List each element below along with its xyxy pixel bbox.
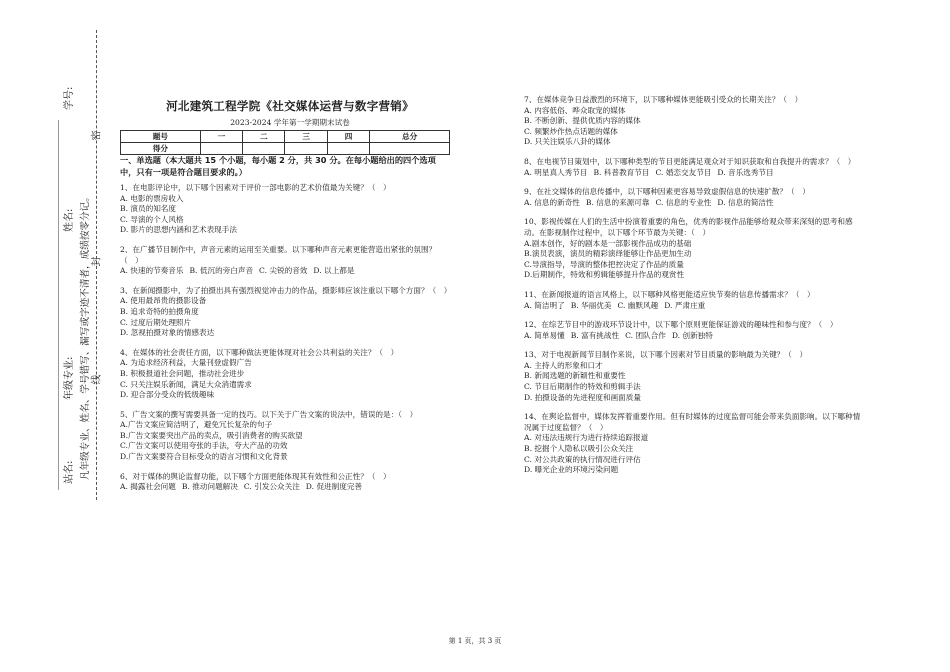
answer-option: A. 简单易懂: [524, 330, 565, 340]
score-cell: 四: [327, 131, 369, 143]
question-block: [120, 286, 450, 339]
answer-option: C. 尖锐的音效: [259, 266, 308, 276]
question-block: [524, 350, 864, 403]
answer-option: D. 以上都是: [313, 266, 355, 276]
answer-option: B. 不断创新、提供优质内容的媒体: [524, 116, 641, 126]
question-stem: 6、对于媒体的舆论监督功能，以下哪个方面更能体现其有效性和公正性？（ ）: [120, 471, 391, 481]
answer-option: D.广告文案要符合目标受众的语言习惯和文化背景: [120, 452, 288, 462]
question-stem: 2、在广播节目制作中，声音元素的运用至关重要。以下哪种声音元素更能营造出紧张的氛围？（ ）: [120, 244, 437, 265]
binding-divider: [58, 120, 59, 490]
question-block: [524, 290, 864, 311]
answer-option: D. 信息的简洁性: [717, 197, 774, 207]
questions-right-column: [524, 95, 864, 485]
exam-subtitle: 2023-2024 学年第一学期期末试卷: [230, 118, 350, 127]
score-cell: [370, 143, 450, 155]
question-stem: 13、对于电视新闻节目制作来说，以下哪个因素对节目质量的影响最为关键？（ ）: [524, 350, 808, 360]
question-block: [524, 157, 864, 178]
score-cell: 总分: [370, 131, 450, 143]
option-row: [524, 168, 864, 179]
score-table-header-row: [121, 131, 450, 143]
answer-option: C.导演指导，导演的整体把控决定了作品的质量: [524, 259, 684, 269]
answer-option: D.后期制作，特效和剪辑能够提升作品的观赏性: [524, 270, 685, 280]
seal-mark-feng: 封: [91, 256, 103, 267]
question-stem: 5、广告文案的撰写需要具备一定的技巧。以下关于广告文案的说法中，错误的是：（ ）: [120, 409, 418, 419]
answer-option: B. 华丽优美: [570, 300, 612, 310]
question-stem: 14、在舆论监督中，媒体发挥着重要作用。但有时媒体的过度监督可能会带来负面影响。以下哪种情况属于过度监督？（ ）: [524, 412, 861, 432]
answer-option: C. 婚恋交友节目: [655, 167, 712, 177]
answer-option: C. 引发公众关注: [243, 482, 300, 492]
answer-option: C. 团队合作: [625, 330, 666, 340]
answer-option: B. 追求奇特的拍摄角度: [120, 306, 199, 316]
option-row: [120, 266, 450, 277]
question-block: [524, 217, 864, 281]
question-block: [120, 472, 450, 493]
question-stem: 12、在综艺节目中的游戏环节设计中，以下哪个原则更能保证游戏的趣味性和参与度？（ ）: [524, 320, 838, 330]
answer-option: C. 信息的专业性: [655, 197, 712, 207]
score-cell: [243, 143, 285, 155]
answer-option: D. 严肃庄重: [664, 300, 706, 310]
name-label: 姓名:: [64, 208, 75, 232]
answer-option: B.广告文案要突出产品的卖点，吸引消费者的购买欲望: [120, 430, 303, 440]
exam-title: 河北建筑工程学院《社交媒体运营与数字营销》: [166, 99, 414, 113]
question-stem: 3、在新闻摄影中，为了拍摄出具有强烈视觉冲击力的作品，摄影师应该注重以下哪个方面？（ ）: [120, 285, 452, 295]
answer-option: D. 促进制度完善: [305, 482, 363, 492]
answer-option: C.广告文案可以使用夸张的手法，夸大产品的功效: [120, 441, 288, 451]
answer-option: C. 过度后期处理照片: [120, 317, 192, 327]
option-row: [524, 198, 864, 209]
answer-option: D. 创新独特: [671, 330, 713, 340]
answer-option: A.广告文案应简洁明了，避免冗长复杂的句子: [120, 420, 273, 430]
answer-option: A. 主持人的形象和口才: [524, 360, 603, 370]
question-stem: 11、在新闻报道的语言风格上，以下哪种风格更能适应快节奏的信息传播需求？（ ）: [524, 289, 815, 299]
question-block: [524, 187, 864, 208]
question-block: [120, 245, 450, 277]
answer-option: B. 科普教育节目: [593, 167, 650, 177]
answer-option: A. 内容低俗、哗众取宠的媒体: [524, 105, 626, 115]
answer-option: A. 简洁明了: [524, 300, 565, 310]
seat-label: 站名:: [64, 460, 75, 484]
answer-option: B. 推动问题解决: [181, 482, 238, 492]
answer-option: D. 音乐选秀节目: [717, 167, 774, 177]
answer-option: C. 导演的个人风格: [120, 214, 184, 224]
answer-option: D. 迎合部分受众的低级趣味: [120, 390, 215, 400]
page-footer: 第 1 页，共 3 页: [448, 637, 502, 645]
question-stem: 8、在电视节目策划中，以下哪种类型的节目更能满足观众对于知识获取和自我提升的需求？（ ）: [524, 156, 856, 166]
answer-option: B.演员表演，演员的精彩演绎能够让作品更加生动: [524, 249, 692, 259]
score-cell: [200, 143, 242, 155]
answer-option: B. 挖掘个人隐私以吸引公众关注: [524, 444, 634, 454]
answer-option: A. 快速的节奏音乐: [120, 266, 184, 276]
score-cell: 二: [243, 131, 285, 143]
answer-option: C. 幽默风趣: [617, 300, 659, 310]
option-row: [120, 482, 450, 493]
answer-option: A.剧本创作，好的剧本是一部影视作品成功的基础: [524, 238, 692, 248]
answer-option: D. 忽视拍摄对象的情感表达: [120, 328, 215, 338]
seal-mark-xian: 线: [91, 374, 103, 385]
answer-option: A. 明星真人秀节目: [524, 167, 588, 177]
answer-option: D. 曝光企业的环境污染问题: [524, 465, 619, 475]
question-stem: 9、在社交媒体的信息传播中，以下哪种因素更容易导致虚假信息的快速扩散？（ ）: [524, 187, 810, 197]
answer-option: B. 演员的知名度: [120, 204, 176, 214]
question-stem: 4、在媒体的社会责任方面，以下哪种做法更能体现对社会公共利益的关注？（ ）: [120, 347, 399, 357]
answer-option: B. 积极报道社会问题，推动社会进步: [120, 368, 245, 378]
binding-strip: [0, 0, 112, 672]
score-table-score-row: [121, 143, 450, 155]
score-table: [120, 130, 450, 155]
score-cell: 题号: [121, 131, 201, 143]
answer-option: B. 新闻选题的新颖性和重要性: [524, 371, 626, 381]
score-cell: 得分: [121, 143, 201, 155]
question-block: [120, 410, 450, 463]
answer-option: D. 拍摄设备的先进程度和画面质量: [524, 392, 641, 402]
student-id-label: 学号:: [64, 86, 75, 110]
answer-option: B. 富有挑战性: [570, 330, 620, 340]
answer-option: C. 节目后期制作的特效和剪辑手法: [524, 382, 641, 392]
score-cell: [285, 143, 327, 155]
score-cell: 三: [285, 131, 327, 143]
score-cell: [327, 143, 369, 155]
answer-option: A. 信息的新奇性: [524, 197, 580, 207]
option-row: [524, 331, 864, 342]
question-stem: 10、影视传媒在人们的生活中扮演着重要的角色，优秀的影视作品能够给观众带来深刻的思考和感动。在影视制作过程中，以下哪个环节最为关键：（ ）: [524, 217, 853, 237]
question-block: [524, 320, 864, 341]
score-cell: 一: [200, 131, 242, 143]
answer-option: D. 影片的思想内涵和艺术表现手法: [120, 225, 237, 235]
answer-option: B. 信息的来源可靠: [585, 197, 650, 207]
question-stem: 7、在媒体竞争日益激烈的环境下，以下哪种媒体更能吸引受众的长期关注？（ ）: [524, 95, 803, 104]
section-heading: 一、单选题（本大题共 15 个小题，每小题 2 分，共 30 分。在每小题给出的四个选项中，只有一项是符合题目要求的。）: [120, 155, 436, 177]
questions-left-column: [120, 183, 450, 502]
answer-option: C. 频繁炒作热点话题的媒体: [524, 126, 618, 136]
answer-option: C. 对公共政策的执行情况进行评估: [524, 454, 641, 464]
grade-major-label: 年级专业:: [64, 356, 75, 400]
answer-option: A. 使用最昂贵的摄影设备: [120, 296, 207, 306]
answer-option: D. 只关注娱乐八卦的媒体: [524, 137, 611, 147]
answer-option: C. 只关注娱乐新闻，满足大众消遣需求: [120, 379, 252, 389]
answer-option: B. 低沉的旁白声音: [189, 266, 254, 276]
binding-warning-text: 凡年级专业、姓名、学号错写、漏写或字迹不清者，成绩按零分记。: [80, 192, 91, 480]
question-stem: 1、在电影评论中，以下哪个因素对于评价一部电影的艺术价值最为关键？（ ）: [120, 183, 391, 192]
answer-option: A. 对违法违规行为进行持续追踪报道: [524, 433, 649, 443]
question-block: [524, 412, 864, 476]
answer-option: A. 电影的票房收入: [120, 193, 184, 203]
answer-option: A. 为追求经济利益，大量刊登虚假广告: [120, 358, 252, 368]
answer-option: A. 揭露社会问题: [120, 482, 176, 492]
question-block: [524, 95, 864, 148]
question-block: [120, 348, 450, 401]
option-row: [524, 301, 864, 312]
question-block: [120, 183, 450, 236]
seal-mark-mi: 密: [91, 130, 103, 141]
